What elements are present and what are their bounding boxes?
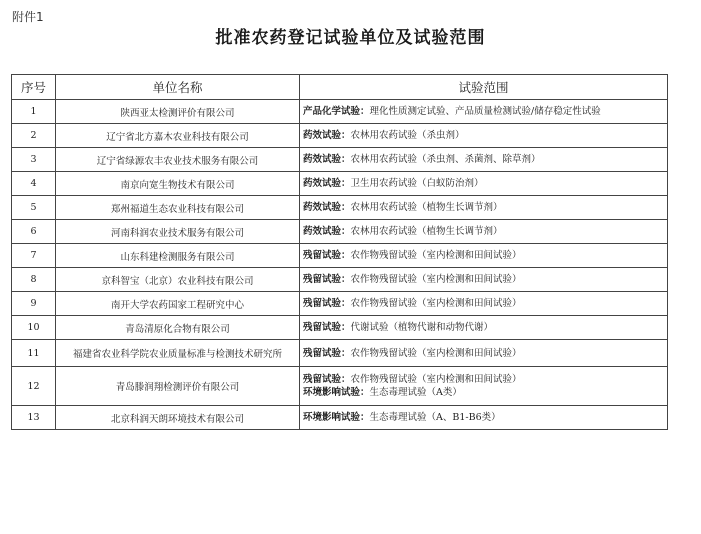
row-unit-name: 河南科润农业技术服务有限公司 (56, 220, 300, 244)
scope-detail: 农林用农药试验（植物生长调节剂） (350, 202, 503, 213)
row-test-scope (300, 148, 668, 172)
scope-detail: 生态毒理试验（A类） (369, 387, 462, 398)
scope-category: 残留试验： (303, 374, 351, 385)
scope-category: 产品化学试验： (303, 106, 370, 117)
scope-line (303, 386, 665, 399)
scope-category: 环境影响试验： (303, 387, 370, 398)
scope-line (303, 225, 665, 238)
row-test-scope (300, 316, 668, 340)
scope-detail: 农作物残留试验（室内检测和田间试验） (350, 298, 522, 309)
table-row (12, 406, 668, 430)
scope-line (303, 411, 665, 424)
scope-detail: 农作物残留试验（室内检测和田间试验） (350, 274, 522, 285)
row-unit-name: 辽宁省北方嘉木农业科技有限公司 (56, 124, 300, 148)
scope-category: 药效试验： (303, 154, 351, 165)
scope-detail: 农林用农药试验（植物生长调节剂） (350, 226, 503, 237)
row-test-scope (300, 172, 668, 196)
table-row (12, 268, 668, 292)
row-index: 1 (12, 100, 56, 124)
row-test-scope (300, 268, 668, 292)
row-unit-name: 京科智宝（北京）农业科技有限公司 (56, 268, 300, 292)
scope-category: 药效试验： (303, 178, 351, 189)
table-row (12, 292, 668, 316)
row-index: 13 (12, 406, 56, 430)
row-index: 8 (12, 268, 56, 292)
scope-category: 残留试验： (303, 298, 351, 309)
scope-detail: 卫生用农药试验（白蚁防治剂） (350, 178, 484, 189)
row-test-scope (300, 292, 668, 316)
table-row (12, 172, 668, 196)
header-unit: 单位名称 (56, 75, 300, 100)
row-unit-name: 青岛清原化合物有限公司 (56, 316, 300, 340)
row-index: 2 (12, 124, 56, 148)
scope-line (303, 201, 665, 214)
table-row (12, 196, 668, 220)
scope-line (303, 373, 665, 386)
table-body (12, 100, 668, 430)
table-row (12, 220, 668, 244)
approved-units-table (11, 74, 668, 430)
scope-detail: 代谢试验（植物代谢和动物代谢） (350, 322, 494, 333)
row-unit-name: 青岛滕润翔检测评价有限公司 (56, 367, 300, 406)
row-test-scope (300, 340, 668, 367)
table-row (12, 100, 668, 124)
row-test-scope (300, 220, 668, 244)
row-index: 3 (12, 148, 56, 172)
table-row (12, 124, 668, 148)
scope-line (303, 153, 665, 166)
row-unit-name: 福建省农业科学院农业质量标准与检测技术研究所 (56, 340, 300, 367)
scope-category: 药效试验： (303, 226, 351, 237)
row-index: 11 (12, 340, 56, 367)
row-index: 12 (12, 367, 56, 406)
row-test-scope (300, 124, 668, 148)
scope-category: 残留试验： (303, 250, 351, 261)
scope-line (303, 129, 665, 142)
scope-detail: 农作物残留试验（室内检测和田间试验） (350, 374, 522, 385)
row-unit-name: 南开大学农药国家工程研究中心 (56, 292, 300, 316)
document-title: 批准农药登记试验单位及试验范围 (215, 28, 486, 48)
scope-detail: 农林用农药试验（杀虫剂、杀菌剂、除草剂） (350, 154, 541, 165)
scope-detail: 农林用农药试验（杀虫剂） (350, 130, 465, 141)
row-test-scope (300, 406, 668, 430)
header-scope: 试验范围 (300, 75, 668, 100)
row-test-scope (300, 367, 668, 406)
scope-detail: 理化性质测定试验、产品质量检测试验/储存稳定性试验 (369, 106, 601, 117)
table-row (12, 340, 668, 367)
table-row (12, 316, 668, 340)
scope-category: 残留试验： (303, 322, 351, 333)
scope-category: 药效试验： (303, 130, 351, 141)
scope-detail: 农作物残留试验（室内检测和田间试验） (350, 250, 522, 261)
header-index: 序号 (12, 75, 56, 100)
row-index: 10 (12, 316, 56, 340)
scope-line (303, 273, 665, 286)
row-index: 9 (12, 292, 56, 316)
scope-line (303, 321, 665, 334)
scope-detail: 生态毒理试验（A、B1-B6类） (369, 412, 501, 423)
row-unit-name: 北京科润天朗环境技术有限公司 (56, 406, 300, 430)
row-index: 6 (12, 220, 56, 244)
scope-category: 残留试验： (303, 347, 351, 359)
table-row (12, 244, 668, 268)
scope-line (303, 297, 665, 310)
row-unit-name: 辽宁省绿源农丰农业技术服务有限公司 (56, 148, 300, 172)
scope-category: 残留试验： (303, 274, 351, 285)
scope-line (303, 249, 665, 262)
row-unit-name: 郑州福道生态农业科技有限公司 (56, 196, 300, 220)
attachment-label: 附件1 (12, 10, 44, 24)
row-index: 7 (12, 244, 56, 268)
scope-line (303, 105, 665, 118)
row-unit-name: 山东科建检测服务有限公司 (56, 244, 300, 268)
row-test-scope (300, 196, 668, 220)
table-row (12, 367, 668, 406)
scope-line (303, 347, 665, 360)
scope-line (303, 177, 665, 190)
row-test-scope (300, 100, 668, 124)
row-index: 4 (12, 172, 56, 196)
row-index: 5 (12, 196, 56, 220)
row-unit-name: 南京向宽生物技术有限公司 (56, 172, 300, 196)
row-unit-name: 陕西亚太检测评价有限公司 (56, 100, 300, 124)
row-test-scope (300, 244, 668, 268)
table-row (12, 148, 668, 172)
scope-category: 药效试验： (303, 202, 351, 213)
scope-detail: 农作物残留试验（室内检测和田间试验） (350, 347, 522, 359)
scope-category: 环境影响试验： (303, 412, 370, 423)
table-header-row (12, 75, 668, 100)
